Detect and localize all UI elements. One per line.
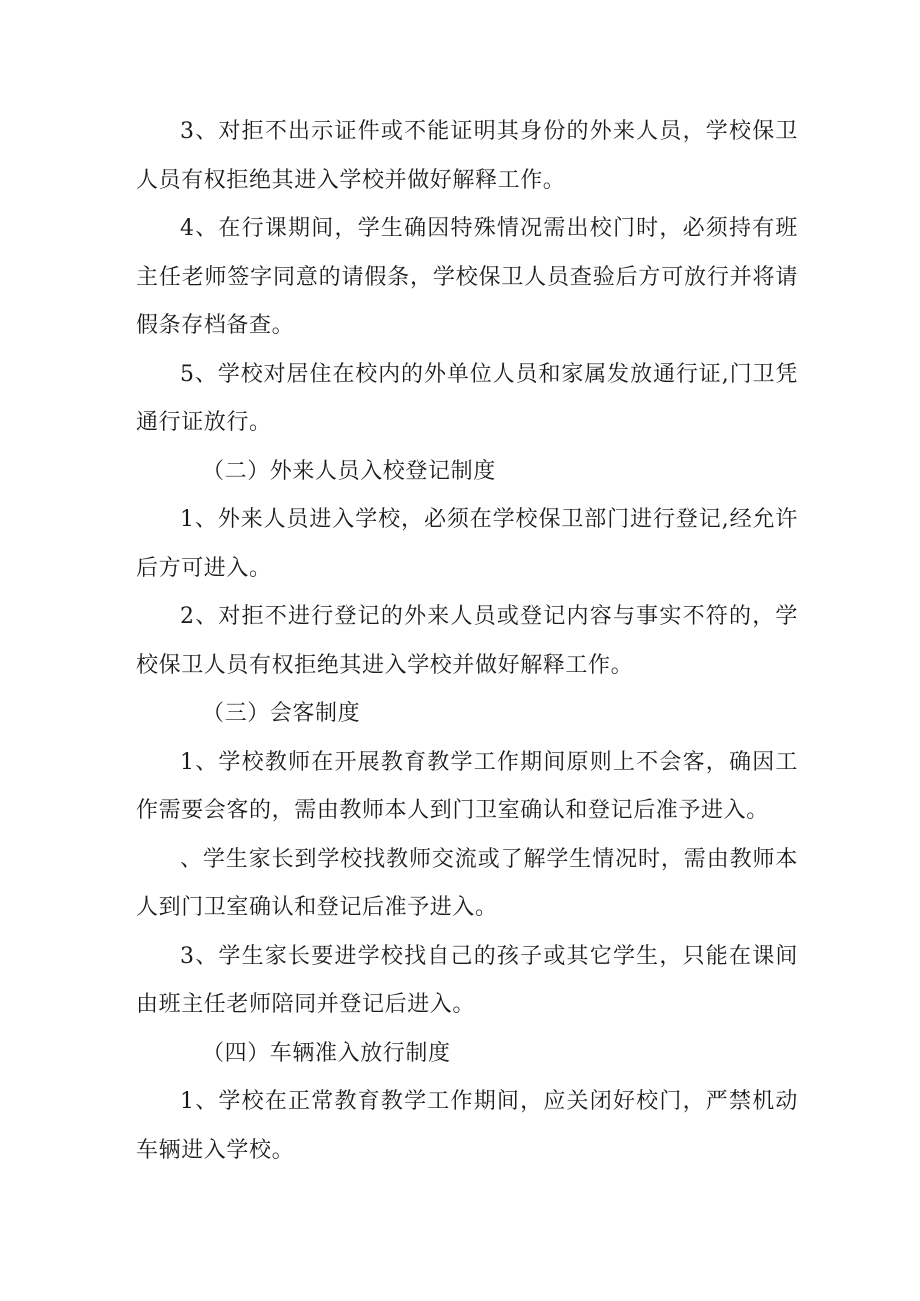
section-heading-guest-reception: （三）会客制度 bbox=[202, 701, 361, 726]
section-heading-vehicle-access: （四）车辆准入放行制度 bbox=[202, 1040, 451, 1066]
paragraph-reception-2: 、学生家长到学校找教师交流或了解学生情况时，需由教师本人到门卫室确认和登记后准予进入。 bbox=[136, 846, 798, 920]
paragraph-rule-5: 5、学校对居住在校内的外单位人员和家属发放通行证,门卫凭通行证放行。 bbox=[136, 361, 798, 435]
paragraph-rule-3: 3、对拒不出示证件或不能证明其身份的外来人员，学校保卫人员有权拒绝其进入学校并做好解释工作。 bbox=[136, 119, 798, 193]
paragraph-registration-1: 1、外来人员进入学校，必须在学校保卫部门进行登记,经允许后方可进入。 bbox=[136, 507, 798, 581]
document-body bbox=[136, 108, 798, 1175]
paragraph-reception-3: 3、学生家长要进学校找自己的孩子或其它学生，只能在课间由班主任老师陪同并登记后进入。 bbox=[136, 943, 798, 1017]
section-heading-visitor-registration: （二）外来人员入校登记制度 bbox=[202, 458, 496, 484]
paragraph-rule-4: 4、在行课期间，学生确因特殊情况需出校门时，必须持有班主任老师签字同意的请假条，学校保卫人员查验后方可放行并将请假条存档备查。 bbox=[136, 216, 798, 338]
paragraph-vehicle-1: 1、学校在正常教育教学工作期间，应关闭好校门，严禁机动车辆进入学校。 bbox=[136, 1089, 798, 1163]
paragraph-reception-1: 1、学校教师在开展教育教学工作期间原则上不会客，确因工作需要会客的，需由教师本人到门卫室确认和登记后准予进入。 bbox=[136, 749, 798, 823]
paragraph-registration-2: 2、对拒不进行登记的外来人员或登记内容与事实不符的，学校保卫人员有权拒绝其进入学校并做好解释工作。 bbox=[136, 604, 798, 678]
